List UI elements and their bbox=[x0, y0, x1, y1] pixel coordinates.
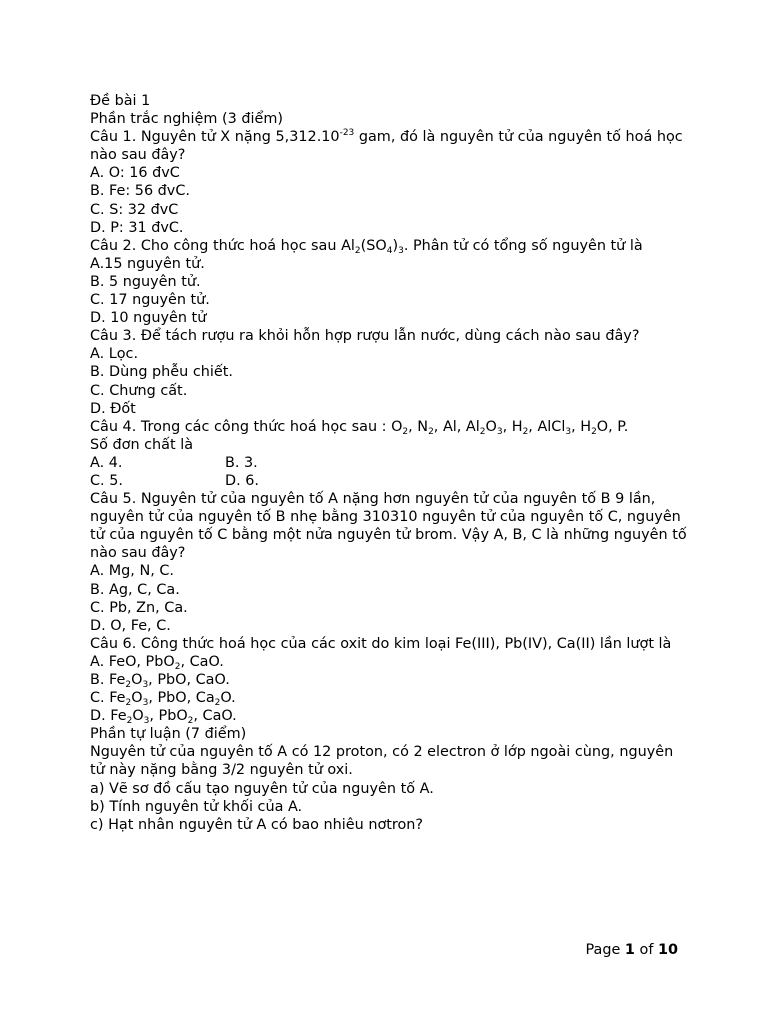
option: A. Mg, N, C. bbox=[90, 563, 174, 580]
document-body bbox=[90, 92, 690, 834]
option: B. Dùng phễu chiết. bbox=[90, 364, 233, 381]
option: C. Pb, Zn, Ca. bbox=[90, 599, 188, 616]
option: B. 5 nguyên tử. bbox=[90, 273, 201, 290]
option: C. Chưng cất. bbox=[90, 382, 188, 399]
essay-part: c) Hạt nhân nguyên tử A có bao nhiêu nơtron? bbox=[90, 816, 424, 833]
section-heading: Phần trắc nghiệm (3 điểm) bbox=[90, 111, 283, 128]
question-4: Câu 4. Trong các công thức hoá học sau : $O_2$, $N_2$, Al, $Al_2O_3$, $H_2$, AlCl$_3$, $H_2O$, P. bbox=[90, 418, 629, 437]
option: A. FeO, PbO$_2$, CaO. bbox=[90, 653, 224, 672]
option: A. O: 16 đvC bbox=[90, 165, 180, 182]
question-6: Câu 6. Công thức hoá học của các oxit do kim loại Fe(III), Pb(IV), Ca(II) lần lượt là bbox=[90, 635, 672, 652]
option: C. 17 nguyên tử. bbox=[90, 292, 210, 309]
question-3: Câu 3. Để tách rượu ra khỏi hỗn hợp rượu lẫn nước, dùng cách nào sau đây? bbox=[90, 328, 640, 345]
option: A. Lọc. bbox=[90, 346, 139, 363]
option: B. Ag, C, Ca. bbox=[90, 581, 180, 598]
option: D. 6. bbox=[225, 472, 259, 489]
option: A. 4. bbox=[90, 454, 123, 471]
section-heading: Phần tự luận (7 điểm) bbox=[90, 726, 247, 743]
essay-part: b) Tính nguyên tử khối của A. bbox=[90, 798, 303, 815]
current-page: 1 bbox=[624, 942, 635, 958]
essay-part: a) Vẽ sơ đồ cấu tạo nguyên tử của nguyên tố A. bbox=[90, 780, 434, 797]
option: A.15 nguyên tử. bbox=[90, 255, 205, 272]
option: D. Đốt bbox=[90, 400, 136, 417]
option: B. $Fe_2O_3$, PbO, CaO. bbox=[90, 672, 230, 690]
option: D. P: 31 đvC. bbox=[90, 219, 184, 236]
option: C. 5. bbox=[90, 472, 123, 489]
question-2: Câu 2. Cho công thức hoá học sau $Al_2(SO_4)_3$. Phân tử có tổng số nguyên tử là bbox=[90, 237, 643, 256]
option: B. 3. bbox=[225, 454, 258, 471]
page-number-footer: Page 1 of 10 bbox=[585, 942, 678, 958]
total-pages: 10 bbox=[657, 942, 678, 958]
question-4-line2: Số đơn chất là bbox=[90, 436, 194, 453]
options-row bbox=[90, 454, 690, 472]
question-1: Câu 1. Nguyên tử X nặng $5,312.10^{-23}$ gam, đó là nguyên tử của nguyên tố hoá học nào sau đây? bbox=[90, 128, 683, 164]
question-5: Câu 5. Nguyên tử của nguyên tố A nặng hơn nguyên tử của nguyên tố B 9 lần, nguyên tử của nguyên tố B nhẹ bằng 310310 nguyên tử của nguyên tố C, nguyên tử của nguyên tố C bằng một nửa nguyên tử brom. Vậy A, B, C là những nguyên tố nào sau đây? bbox=[90, 491, 687, 562]
options-row bbox=[90, 472, 690, 490]
option: B. Fe: 56 đvC. bbox=[90, 183, 190, 200]
option: C. S: 32 đvC bbox=[90, 201, 179, 218]
option: C. $Fe_2O_3$, PbO, $Ca_2O$. bbox=[90, 690, 236, 709]
doc-title: Đề bài 1 bbox=[90, 93, 151, 109]
option: D. $Fe_2O_3$, PbO$_2$, CaO. bbox=[90, 708, 237, 727]
option: D. 10 nguyên tử bbox=[90, 310, 207, 327]
essay-question: Nguyên tử của nguyên tố A có 12 proton, có 2 electron ở lớp ngoài cùng, nguyên tử này nặng bằng 3/2 nguyên tử oxi. bbox=[90, 744, 674, 779]
option: D. O, Fe, C. bbox=[90, 617, 171, 634]
